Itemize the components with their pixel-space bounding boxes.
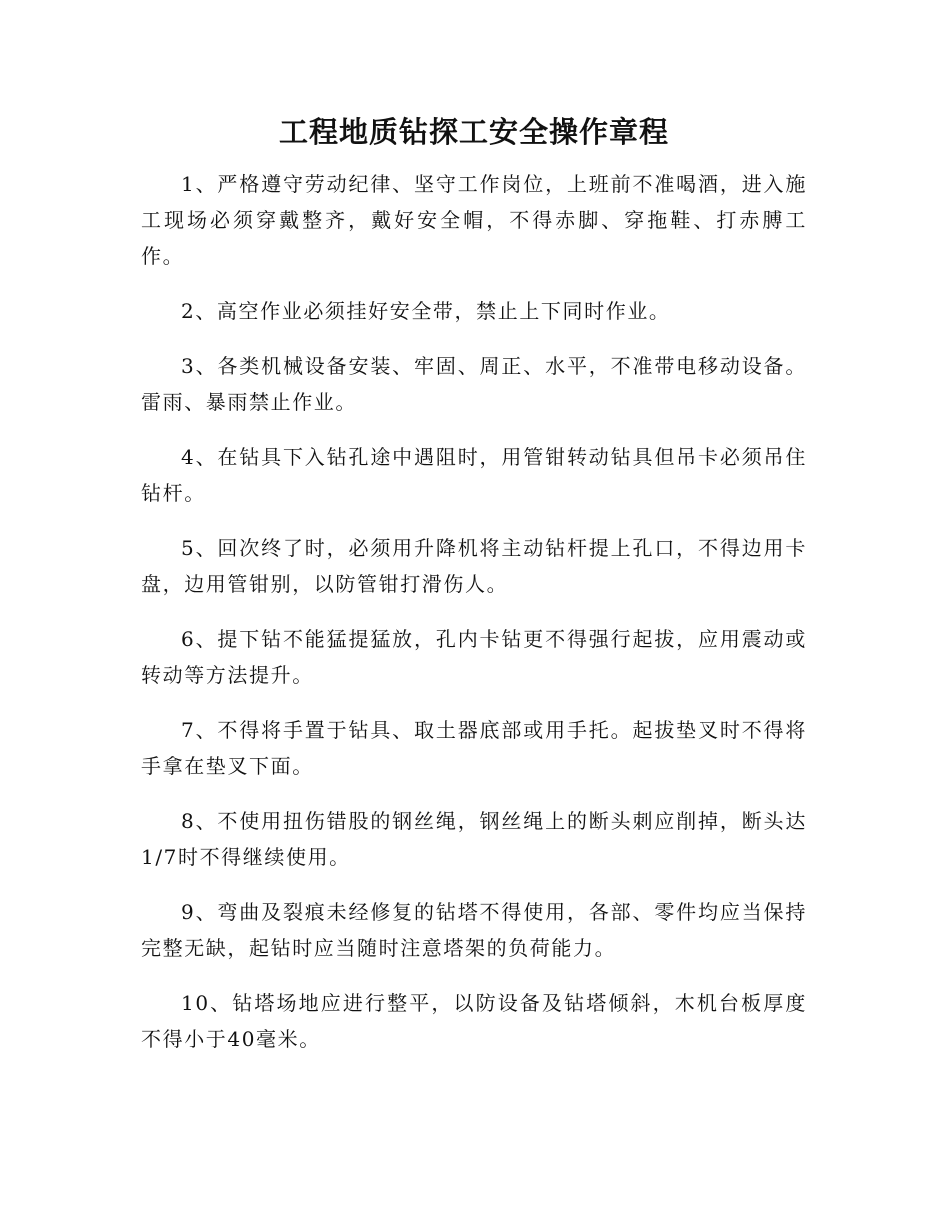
- rule-paragraph-4: 4、在钻具下入钻孔途中遇阻时，用管钳转动钻具但吊卡必须吊住钻杆。: [141, 445, 807, 505]
- document-title: 工程地质钻探工安全操作章程: [278, 115, 669, 149]
- rule-paragraph-5: 5、回次终了时，必须用升降机将主动钻杆提上孔口，不得边用卡盘，边用管钳别，以防管钳打滑伤人。: [141, 536, 807, 596]
- rule-paragraph-8: 8、不使用扭伤错股的钢丝绳，钢丝绳上的断头刺应削掉，断头达1/7时不得继续使用。: [141, 809, 807, 869]
- rule-paragraph-10: 10、钻塔场地应进行整平，以防设备及钻塔倾斜，木机台板厚度不得小于40毫米。: [141, 991, 807, 1051]
- rule-paragraph-7: 7、不得将手置于钻具、取土器底部或用手托。起拔垫叉时不得将手拿在垫叉下面。: [141, 718, 807, 778]
- rule-paragraph-9: 9、弯曲及裂痕未经修复的钻塔不得使用，各部、零件均应当保持完整无缺，起钻时应当随时注意塔架的负荷能力。: [141, 900, 807, 960]
- rule-paragraph-1: 1、严格遵守劳动纪律、坚守工作岗位，上班前不准喝酒，进入施工现场必须穿戴整齐，戴好安全帽，不得赤脚、穿拖鞋、打赤膊工作。: [141, 172, 807, 268]
- rule-paragraph-2: 2、高空作业必须挂好安全带，禁止上下同时作业。: [181, 299, 671, 323]
- rule-paragraph-3: 3、各类机械设备安装、牢固、周正、水平，不准带电移动设备。雷雨、暴雨禁止作业。: [141, 354, 807, 414]
- rule-paragraph-6: 6、提下钻不能猛提猛放，孔内卡钻更不得强行起拔，应用震动或转动等方法提升。: [141, 627, 807, 687]
